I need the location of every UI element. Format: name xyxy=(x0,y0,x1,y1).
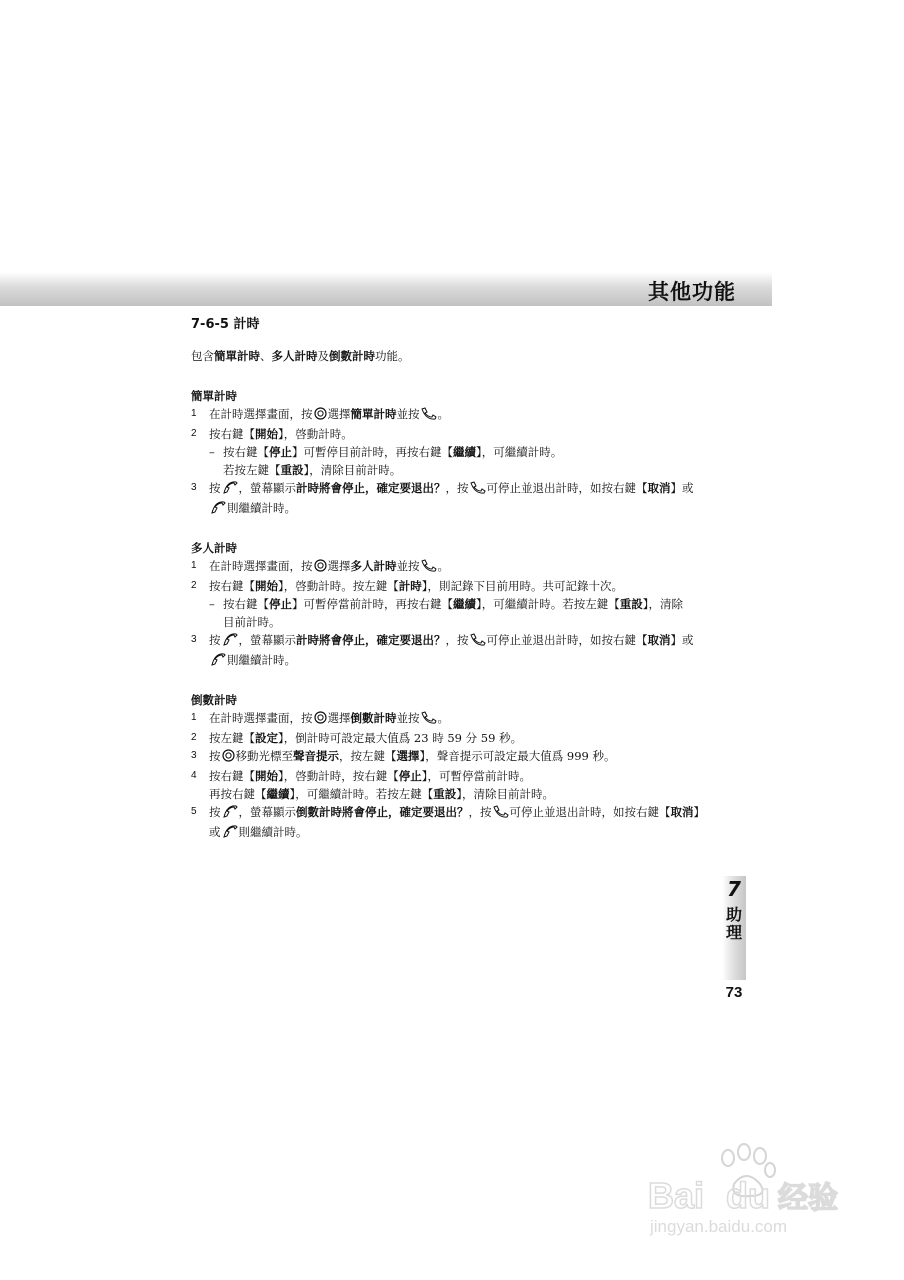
nav-key-icon xyxy=(314,407,327,425)
step-text: 並按 xyxy=(396,711,420,725)
step-text: ，按 xyxy=(445,633,469,647)
step-continuation xyxy=(191,499,721,519)
end-key-icon xyxy=(222,633,238,651)
step-note xyxy=(191,443,721,461)
countdown-timer-heading: 倒數計時 xyxy=(191,693,237,707)
step-bold: 倒數計時 xyxy=(350,711,397,725)
end-key-icon xyxy=(210,501,226,519)
note-text: 】，清除目前計時。 xyxy=(303,463,402,477)
step xyxy=(191,405,721,425)
step-text: 】 xyxy=(693,805,705,819)
nav-key-icon xyxy=(222,749,235,767)
step-text: ，按左鍵【 xyxy=(339,749,397,763)
step-note xyxy=(191,461,721,479)
step-text: 】或 xyxy=(670,481,694,495)
step xyxy=(191,709,721,729)
multi-timer-heading: 多人計時 xyxy=(191,541,237,555)
intro-sep: 及 xyxy=(317,349,329,363)
step-bold: 繼續 xyxy=(266,787,290,801)
step-bold: 聲音提示 xyxy=(293,749,339,763)
main-content xyxy=(191,316,721,863)
step-text: 在計時選擇畫面，按 xyxy=(209,407,313,421)
step-text: ，螢幕顯示 xyxy=(238,481,296,495)
step-bold: 開始 xyxy=(255,427,278,441)
step-note xyxy=(191,613,721,631)
step-bold: 取消 xyxy=(647,481,671,495)
note-text: 】可暫停當前計時，再按右鍵【 xyxy=(292,597,453,611)
step-bold: 停止 xyxy=(398,769,422,783)
chapter-side-tab xyxy=(722,876,746,980)
end-key-icon xyxy=(210,653,226,671)
end-key-icon xyxy=(222,805,238,823)
step-text: 按 xyxy=(209,481,221,495)
note-text: 目前計時。 xyxy=(223,615,281,629)
step-bold: 倒數計時將會停止，確定要退出？ xyxy=(296,805,469,819)
baidu-watermark xyxy=(630,1140,860,1240)
step xyxy=(191,479,721,499)
step-text: 按 xyxy=(209,805,221,819)
step-text: 按 xyxy=(209,633,221,647)
step xyxy=(191,729,721,747)
intro-countdown: 倒數計時 xyxy=(329,349,375,363)
step-text: ，按 xyxy=(468,805,492,819)
svg-text:jingyan.baidu.com: jingyan.baidu.com xyxy=(650,1217,788,1236)
note-text: 按右鍵【 xyxy=(223,445,269,459)
step-number: 4 xyxy=(191,770,197,781)
multi-timer-block xyxy=(191,539,721,671)
nav-key-icon xyxy=(314,711,327,729)
intro-paragraph xyxy=(191,347,721,365)
step-text: 】，啓動計時，按右鍵【 xyxy=(278,769,399,783)
step-text: 按右鍵【 xyxy=(209,579,255,593)
step-text: 】，可暫停當前計時。 xyxy=(421,769,531,783)
intro-sep: 、 xyxy=(260,349,272,363)
countdown-timer-block xyxy=(191,691,721,843)
chapter-label xyxy=(722,906,746,942)
step-text: 則繼續計時。 xyxy=(227,501,296,515)
intro-text: 功能。 xyxy=(375,349,410,363)
step xyxy=(191,631,721,651)
step xyxy=(191,425,721,443)
note-text: 按右鍵【 xyxy=(223,597,269,611)
step-text: 】，清除目前計時。 xyxy=(456,787,554,801)
step-bold: 開始 xyxy=(255,769,278,783)
step-text: 並按 xyxy=(396,559,420,573)
step-text: 】或 xyxy=(670,633,694,647)
chapter-label-char: 助 xyxy=(725,905,742,924)
step-number: 1 xyxy=(191,408,197,419)
chapter-title: 其他功能 xyxy=(648,280,736,304)
step-text: 按右鍵【 xyxy=(209,427,255,441)
step-number: 3 xyxy=(191,634,197,645)
simple-timer-heading: 簡單計時 xyxy=(191,389,237,403)
step-text: 移動光標至 xyxy=(235,749,293,763)
step xyxy=(191,577,721,595)
intro-text: 包含 xyxy=(191,349,214,363)
chapter-header-band xyxy=(0,272,772,306)
step-text: 按右鍵【 xyxy=(209,769,255,783)
note-bold: 繼續 xyxy=(453,597,476,611)
step xyxy=(191,803,721,823)
step-text: 按 xyxy=(209,749,221,763)
step-text: 再按右鍵【 xyxy=(209,787,267,801)
step-text: 。 xyxy=(437,711,449,725)
step-text: 選擇 xyxy=(327,559,351,573)
step-note xyxy=(191,595,721,613)
step-bold: 選擇 xyxy=(396,749,420,763)
send-key-icon xyxy=(421,711,437,729)
step-continuation xyxy=(191,823,721,843)
baidu-paw-logo-icon xyxy=(630,1140,860,1240)
step-text: 。 xyxy=(437,559,449,573)
send-key-icon xyxy=(421,559,437,577)
step-bold: 取消 xyxy=(670,805,694,819)
step-bold: 計時 xyxy=(398,579,422,593)
step-bold: 重設 xyxy=(433,787,457,801)
step-number: 2 xyxy=(191,428,197,439)
step-text: 】，啓動計時。 xyxy=(278,427,353,441)
step-text: 可停止並退出計時，如按右鍵【 xyxy=(509,805,671,819)
step-text: ，按 xyxy=(445,481,469,495)
send-key-icon xyxy=(470,481,486,499)
step-text: 在計時選擇畫面，按 xyxy=(209,559,313,573)
step-text: ，螢幕顯示 xyxy=(238,805,296,819)
step-bold: 取消 xyxy=(647,633,671,647)
step-bold: 簡單計時 xyxy=(350,407,397,421)
chapter-number: 7 xyxy=(727,877,741,901)
step-number: 2 xyxy=(191,580,197,591)
step-text: 或 xyxy=(209,825,221,839)
step-text: 】，啓動計時。按左鍵【 xyxy=(278,579,399,593)
send-key-icon xyxy=(470,633,486,651)
send-key-icon xyxy=(493,805,509,823)
end-key-icon xyxy=(222,481,238,499)
nav-key-icon xyxy=(314,559,327,577)
step-number: 1 xyxy=(191,560,197,571)
note-text: 】，可繼續計時。 xyxy=(476,445,563,459)
step-text: 】，聲音提示可設定最大值爲 999 秒。 xyxy=(419,749,616,763)
svg-text:Bai: Bai xyxy=(648,1175,705,1216)
step-text: 】，倒計時可設定最大值爲 23 時 59 分 59 秒。 xyxy=(278,731,523,745)
step-text: ，螢幕顯示 xyxy=(238,633,296,647)
note-bold: 重設 xyxy=(280,463,304,477)
step xyxy=(191,557,721,577)
step xyxy=(191,767,721,785)
step-text: 並按 xyxy=(396,407,420,421)
note-text: 】可暫停目前計時，再按右鍵【 xyxy=(292,445,453,459)
note-bold: 停止 xyxy=(269,597,292,611)
note-text: 】，清除 xyxy=(642,597,683,611)
step-text: 可停止並退出計時，如按右鍵【 xyxy=(486,633,648,647)
note-dash: – xyxy=(209,597,215,611)
step-text: 則繼續計時。 xyxy=(227,653,296,667)
step-text: 選擇 xyxy=(327,711,351,725)
step-text: 】，則記錄下目前用時。共可記錄十次。 xyxy=(421,579,623,593)
step-text: 可停止並退出計時，如按右鍵【 xyxy=(486,481,648,495)
step-number: 3 xyxy=(191,482,197,493)
step-number: 1 xyxy=(191,712,197,723)
note-text: 】，可繼續計時。若按左鍵【 xyxy=(476,597,620,611)
step xyxy=(191,747,721,767)
step-number: 5 xyxy=(191,806,197,817)
step-number: 3 xyxy=(191,750,197,761)
note-dash: – xyxy=(209,445,215,459)
step-text: 。 xyxy=(437,407,449,421)
note-bold: 繼續 xyxy=(453,445,476,459)
step-text: 則繼續計時。 xyxy=(238,825,308,839)
send-key-icon xyxy=(421,407,437,425)
step-text: 按左鍵【 xyxy=(209,731,255,745)
svg-text:经验: 经验 xyxy=(778,1181,838,1216)
page-number: 73 xyxy=(725,984,743,1001)
step-bold: 計時將會停止，確定要退出？ xyxy=(296,633,446,647)
note-bold: 重設 xyxy=(619,597,643,611)
chapter-label-char: 理 xyxy=(725,923,742,942)
simple-timer-block xyxy=(191,387,721,519)
intro-simple: 簡單計時 xyxy=(214,349,260,363)
step-text: 選擇 xyxy=(327,407,351,421)
step-continuation xyxy=(191,785,721,803)
end-key-icon xyxy=(222,825,238,843)
intro-multi: 多人計時 xyxy=(271,349,318,363)
step-bold: 計時將會停止，確定要退出？ xyxy=(296,481,446,495)
svg-text:du: du xyxy=(726,1175,770,1216)
step-bold: 開始 xyxy=(255,579,278,593)
step-bold: 設定 xyxy=(255,731,278,745)
step-number: 2 xyxy=(191,732,197,743)
section-title: 7-6-5 計時 xyxy=(191,317,260,332)
step-continuation xyxy=(191,651,721,671)
step-text: 在計時選擇畫面，按 xyxy=(209,711,313,725)
note-bold: 停止 xyxy=(269,445,292,459)
step-bold: 多人計時 xyxy=(350,559,397,573)
note-text: 若按左鍵【 xyxy=(223,463,281,477)
step-text: 】，可繼續計時。若按左鍵【 xyxy=(289,787,434,801)
